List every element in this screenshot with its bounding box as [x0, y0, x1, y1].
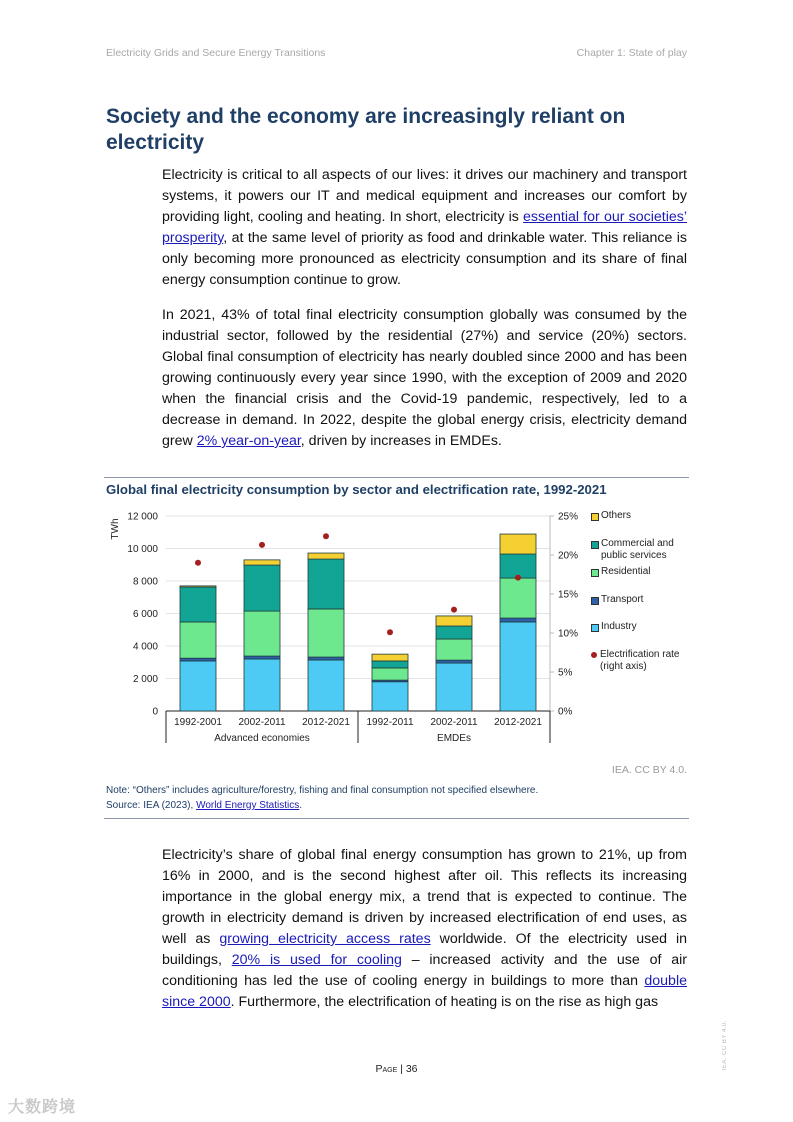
- svg-text:4 000: 4 000: [132, 641, 158, 653]
- svg-text:25%: 25%: [558, 511, 579, 523]
- link-year-on-year[interactable]: 2% year-on-year: [196, 433, 301, 449]
- link-cooling[interactable]: 20% is used for cooling: [231, 952, 402, 968]
- swatch-icon: [591, 624, 599, 632]
- svg-text:2012-2021: 2012-2021: [494, 717, 542, 728]
- figure-bottom-rule: [104, 818, 689, 819]
- text: , driven by increases in EMDEs.: [300, 433, 502, 449]
- svg-text:0: 0: [152, 706, 158, 718]
- page-number: [0, 1063, 793, 1075]
- link-electricity-access[interactable]: growing electricity access rates: [219, 931, 431, 947]
- legend-item-others: [591, 510, 631, 522]
- source-line: [106, 798, 538, 813]
- legend-item-transport: [591, 594, 643, 606]
- figure-top-rule: [104, 477, 689, 478]
- legend-label: Residential: [601, 566, 651, 577]
- legend-label-line: Commercial and: [601, 538, 674, 549]
- text: Electricity’s share of global final energy consumption has grown to 21%, up from 16% in 2000, and is the second highest after oil. This reflects its increasing importance in the global energy mix, a trend that is expected to continue. The growth in electricity demand is driven by increased electrification of end uses, as well as: [162, 847, 687, 947]
- text: , at the same level of priority as food and drinkable water. This reliance is only becoming more pronounced as electricity consumption and its share of final energy consumption continue to grow.: [162, 230, 687, 288]
- section-title: Society and the economy are increasingly reliant on electricity: [106, 105, 626, 154]
- text: – increased activity and the use of air conditioning has led the use of cooling energy in buildings to more than: [162, 952, 687, 989]
- legend-label: Others: [601, 510, 632, 521]
- figure-note: [106, 783, 538, 813]
- legend-label: Transport: [601, 594, 644, 605]
- svg-text:TWh: TWh: [110, 518, 121, 540]
- paragraph-2: [162, 305, 687, 452]
- svg-text:10 000: 10 000: [127, 544, 158, 555]
- svg-text:Advanced economies: Advanced economies: [214, 733, 310, 744]
- link-world-energy-statistics[interactable]: World Energy Statistics: [196, 800, 300, 811]
- header-chapter: Chapter 1: State of play: [576, 47, 687, 59]
- svg-text:20%: 20%: [558, 550, 579, 562]
- figure-title: Global final electricity consumption by sector and electrification rate, 1992-2021: [106, 482, 607, 497]
- legend-label: [600, 649, 679, 673]
- svg-text:5%: 5%: [558, 667, 573, 679]
- svg-text:10%: 10%: [558, 628, 579, 640]
- legend-label: Industry: [601, 621, 637, 632]
- link-essential-prosperity[interactable]: essential for our societies’ prosperity: [162, 209, 687, 246]
- dot-icon: [591, 652, 597, 658]
- swatch-icon: [591, 541, 599, 549]
- svg-text:1992-2011: 1992-2011: [366, 717, 414, 728]
- text: In 2021, 43% of total final electricity consumption globally was consumed by the industrial sector, followed by the residential (27%) and service (20%) sectors. Global final consumption of electricity has nearly doubled since 2000 and has been growing continuously every year since 1990, with the exception of 2009 and 2020 when the financial crisis and the Covid-19 pandemic, respectively, led to a decrease in demand. In 2022, despite the global energy crisis, electricity demand grew: [162, 307, 687, 449]
- svg-text:8 000: 8 000: [132, 576, 158, 588]
- svg-text:2 000: 2 000: [132, 674, 158, 685]
- link-double-since-2000[interactable]: double since 2000: [162, 973, 687, 1010]
- swatch-icon: [591, 513, 599, 521]
- figure-credit: IEA. CC BY 4.0.: [611, 764, 687, 776]
- paragraph-3: [162, 845, 687, 1013]
- text: Electricity is critical to all aspects of our lives: it drives our machinery and transport systems, it powers our IT and medical equipment and increases our comfort by providing light, cooling and heating. In short, electricity is: [162, 167, 687, 225]
- svg-text:1992-2001: 1992-2001: [174, 717, 222, 728]
- text: . Furthermore, the electrification of heating is on the rise as high gas: [230, 994, 659, 1010]
- svg-text:2012-2021: 2012-2021: [302, 717, 350, 728]
- source-prefix: Source: IEA (2023),: [106, 800, 197, 811]
- legend-item-residential: [591, 566, 650, 578]
- svg-text:6 000: 6 000: [132, 609, 158, 620]
- legend-label-line: public services: [601, 550, 667, 561]
- svg-text:2002-2011: 2002-2011: [430, 717, 478, 728]
- legend-label-line: Electrification rate: [600, 649, 680, 660]
- legend-item-electrification-rate: [591, 649, 679, 673]
- svg-text:15%: 15%: [558, 589, 579, 601]
- watermark: 大数跨境: [8, 1099, 77, 1116]
- page-separator: |: [397, 1063, 406, 1075]
- source-suffix: .: [299, 800, 303, 811]
- page-label: Page: [375, 1063, 398, 1075]
- legend-label: [601, 538, 674, 562]
- legend-item-industry: [591, 621, 637, 633]
- svg-text:2002-2011: 2002-2011: [238, 717, 286, 728]
- side-credit: IEA. CC BY 4.0.: [722, 1020, 728, 1071]
- paragraph-1: [162, 165, 687, 291]
- running-header: [106, 47, 687, 59]
- header-document-title: Electricity Grids and Secure Energy Transitions: [106, 47, 326, 59]
- swatch-icon: [591, 597, 599, 605]
- svg-text:EMDEs: EMDEs: [437, 733, 471, 744]
- legend-item-commercial: [591, 538, 674, 562]
- note-text: Note: “Others” includes agriculture/forestry, fishing and final consumption not specified elsewhere.: [106, 785, 539, 796]
- svg-text:12 000: 12 000: [127, 511, 158, 523]
- page-number-value: 36: [405, 1063, 418, 1075]
- swatch-icon: [591, 569, 599, 577]
- text: worldwide. Of the electricity used in buildings,: [162, 931, 687, 968]
- svg-text:0%: 0%: [558, 706, 573, 718]
- legend-label-line: (right axis): [600, 661, 647, 672]
